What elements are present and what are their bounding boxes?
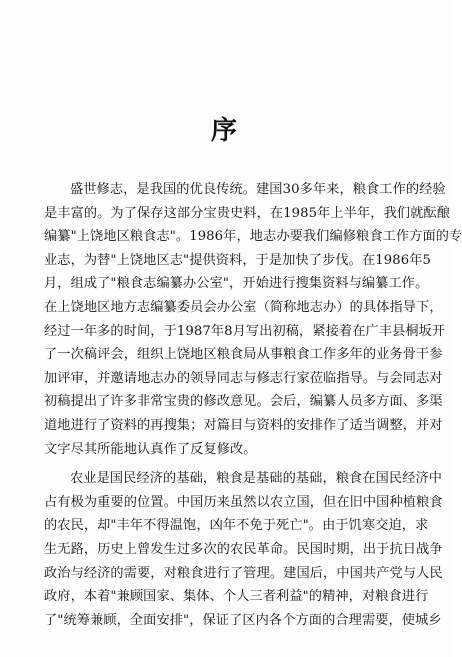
- text-line: 在上饶地区地方志编纂委员会办公室（简称地志办）的具体指导下，: [44, 299, 443, 315]
- text-line: 道地进行了资料的再搜集；对篇目与资料的安排作了适当调整，并对: [44, 417, 443, 433]
- text-line: 月，组成了"粮食志编纂办公室"，开始进行搜集资料与编纂工作。: [44, 276, 429, 292]
- text-line: 经过一年多的时间，于1987年8月写出初稿，紧接着在广丰县桐坂开: [44, 323, 446, 339]
- text-line: 的农民，却"丰年不得温饱，凶年不免于死亡"。由于饥寒交迫，求: [44, 518, 429, 534]
- text-line: 文字尽其所能地认真作了反复修改。: [44, 441, 257, 457]
- text-line: 生无路，历史上曾发生过多次的农民革命。民国时期，出于抗日战争: [44, 541, 443, 557]
- text-line: 是丰富的。为了保存这部分宝贵史料，在1985年上半年，我们就酝酿: [44, 205, 451, 221]
- paragraph-2: [44, 467, 443, 632]
- text-line: 初稿提出了许多非常宝贵的修改意见。会后，编纂人员多方面、多渠: [44, 394, 443, 410]
- text-line: 业志，为替"上饶地区志"提供资料，于是加快了步伐。在1986年5: [44, 252, 431, 268]
- text-line: 农业是国民经济的基础，粮食是基础的基础，粮食在国民经济中: [70, 471, 443, 487]
- text-line: 加评审，并邀请地志办的领导同志与修志行家莅临指导。与会同志对: [44, 370, 443, 386]
- page-title: 序: [210, 116, 239, 146]
- text-line: 政府，本着"兼顾国家、集体、个人三者利益"的精神，对粮食进行: [44, 589, 429, 605]
- text-line: 占有极为重要的位置。中国历来虽然以农立国，但在旧中国种植粮食: [44, 494, 443, 510]
- text-line: 了"统筹兼顾，全面安排"，保证了区内各个方面的合理需要，使城乡: [44, 612, 442, 628]
- text-line: 了一次稿评会，组织上饶地区粮食局从事粮食工作多年的业务骨干参: [44, 347, 443, 363]
- text-line: 盛世修志，是我国的优良传统。建国30多年来，粮食工作的经验: [70, 182, 446, 197]
- paragraph-1: [44, 178, 462, 461]
- text-line: 编纂"上饶地区粮食志"。1986年，地志办要我们编修粮食工作方面的专: [44, 229, 462, 245]
- text-line: 政治与经济的需要，对粮食进行了管理。建国后，中国共产党与人民: [44, 565, 443, 581]
- preface-body: [44, 178, 462, 632]
